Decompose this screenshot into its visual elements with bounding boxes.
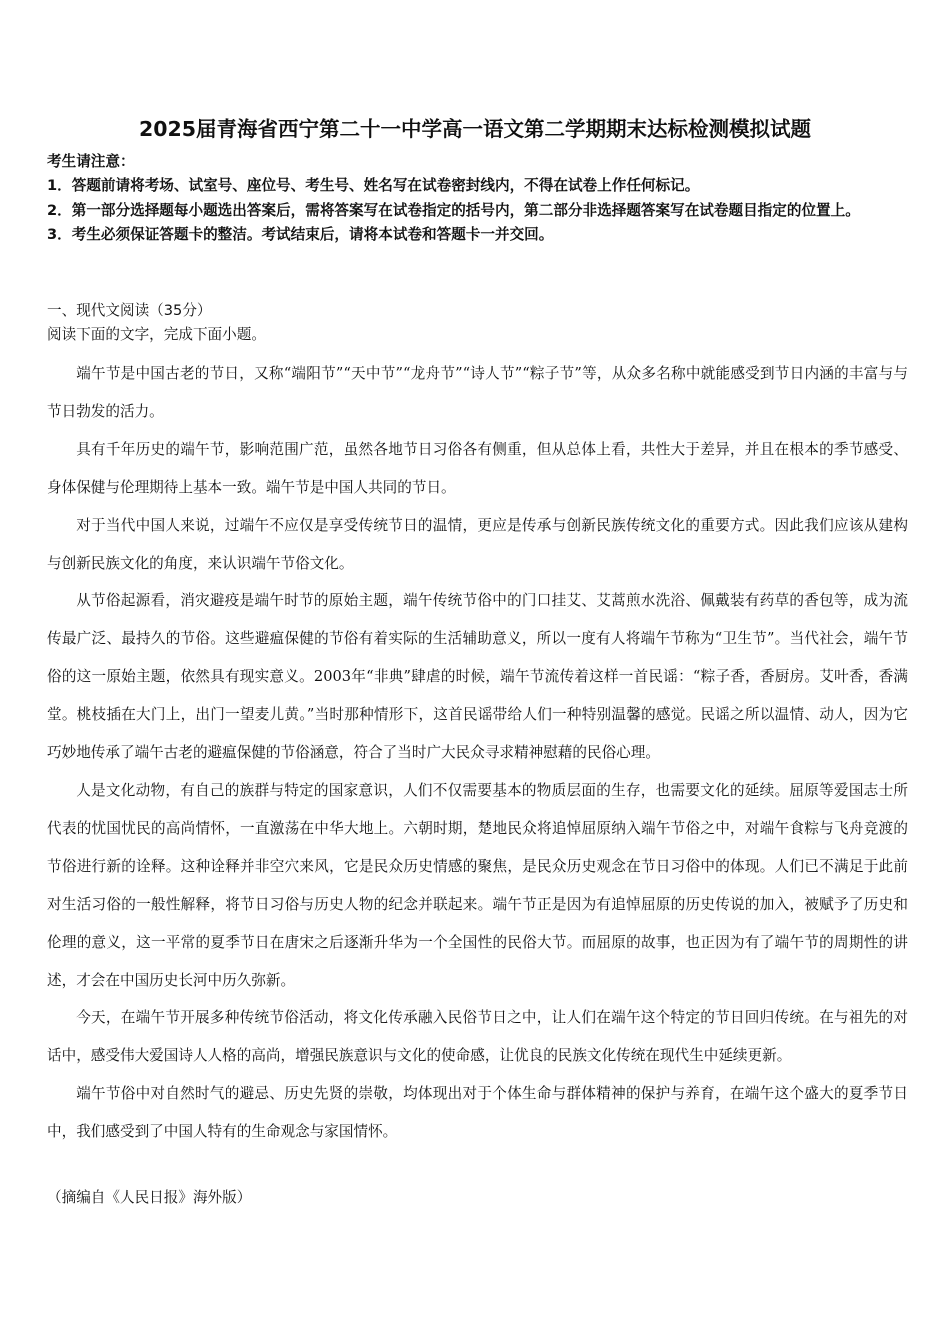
passage-paragraph: 具有千年历史的端午节，影响范围广范，虽然各地节日习俗各有侧重，但从总体上看，共性大于差异，并且在根本的季节感受、身体保健与伦理期待上基本一致。端午节是中国人共同的节日。 — [47, 440, 908, 496]
notice-item: 3．考生必须保证答题卡的整洁。考试结束后，请将本试卷和答题卡一并交回。 — [47, 226, 554, 243]
reading-passage — [47, 355, 908, 1151]
passage-paragraph: 端午节是中国古老的节日，又称“端阳节”“天中节”“龙舟节”“诗人节”“粽子节”等，从众多名称中就能感受到节日内涵的丰富与与节日勃发的活力。 — [47, 365, 908, 420]
notice-item: 2．第一部分选择题每小题选出答案后，需将答案写在试卷指定的括号内，第二部分非选择题答案写在试卷题目指定的位置上。 — [47, 201, 860, 219]
passage-paragraph: 今天，在端午节开展多种传统节俗活动，将文化传承融入民俗节日之中，让人们在端午这个特定的节日回归传统。在与祖先的对话中，感受伟大爱国诗人人格的高尚，增强民族意识与文化的使命感，让优良的民族文化传统在现代生中延续更新。 — [47, 1009, 908, 1065]
reading-instruction: 阅读下面的文字，完成下面小题。 — [47, 326, 266, 343]
passage-paragraph: 对于当代中国人来说，过端午不应仅是享受传统节日的温情，更应是传承与创新民族传统文化的重要方式。因此我们应该从建构与创新民族文化的角度，来认识端午节俗文化。 — [47, 516, 908, 572]
passage-source: （摘编自《人民日报》海外版） — [47, 1189, 252, 1206]
notice-list — [47, 174, 907, 248]
notice-item: 1．答题前请将考场、试室号、座位号、考生号、姓名写在试卷密封线内，不得在试卷上作任何标记。 — [47, 177, 700, 194]
exam-title: 2025届青海省西宁第二十一中学高一语文第二学期期末达标检测模拟试题 — [138, 117, 812, 141]
passage-paragraph: 人是文化动物，有自己的族群与特定的国家意识，人们不仅需要基本的物质层面的生存，也需要文化的延续。屈原等爱国志士所代表的忧国忧民的高尚情怀，一直激荡在中华大地上。六朝时期，楚地民众将追悼屈原纳入端午节俗之中，对端午食粽与飞舟竞渡的节俗进行新的诠释。这种诠释并非空穴来风，它是民众历史情感的聚焦，是民众历史观念在节日习俗中的体现。人们已不满足于此前对生活习俗的一般性解释，将节日习俗与历史人物的纪念并联起来。端午节正是因为有追悼屈原的历史传说的加入，被赋予了历史和伦理的意义，这一平常的夏季节日在唐宋之后逐渐升华为一个全国性的民俗大节。而屈原的故事，也正因为有了端午节的周期性的讲述，才会在中国历史长河中历久弥新。 — [47, 781, 908, 989]
passage-paragraph: 从节俗起源看，消灾避疫是端午时节的原始主题，端午传统节俗中的门口挂艾、艾蒿煎水洗浴、佩戴装有药草的香包等，成为流传最广泛、最持久的节俗。这些避瘟保健的节俗有着实际的生活辅助意义，所以一度有人将端午节称为“卫生节”。当代社会，端午节俗的这一原始主题，依然具有现实意义。2003年“非典”肆虐的时候，端午节流传着这样一首民谣：“粽子香，香厨房。艾叶香，香满堂。桃枝插在大门上，出门一望麦儿黄。”当时那种情形下，这首民谣带给人们一种特别温馨的感觉。民谣之所以温情、动人，因为它巧妙地传承了端午古老的避瘟保健的节俗涵意，符合了当时广大民众寻求精神慰藉的民俗心理。 — [47, 592, 908, 762]
passage-paragraph: 端午节俗中对自然时气的避忌、历史先贤的崇敬，均体现出对于个体生命与群体精神的保护与养育，在端午这个盛大的夏季节日中，我们感受到了中国人特有的生命观念与家国情怀。 — [47, 1085, 908, 1141]
notice-heading: 考生请注意： — [47, 153, 135, 170]
section-heading: 一、现代文阅读（35分） — [47, 302, 212, 319]
